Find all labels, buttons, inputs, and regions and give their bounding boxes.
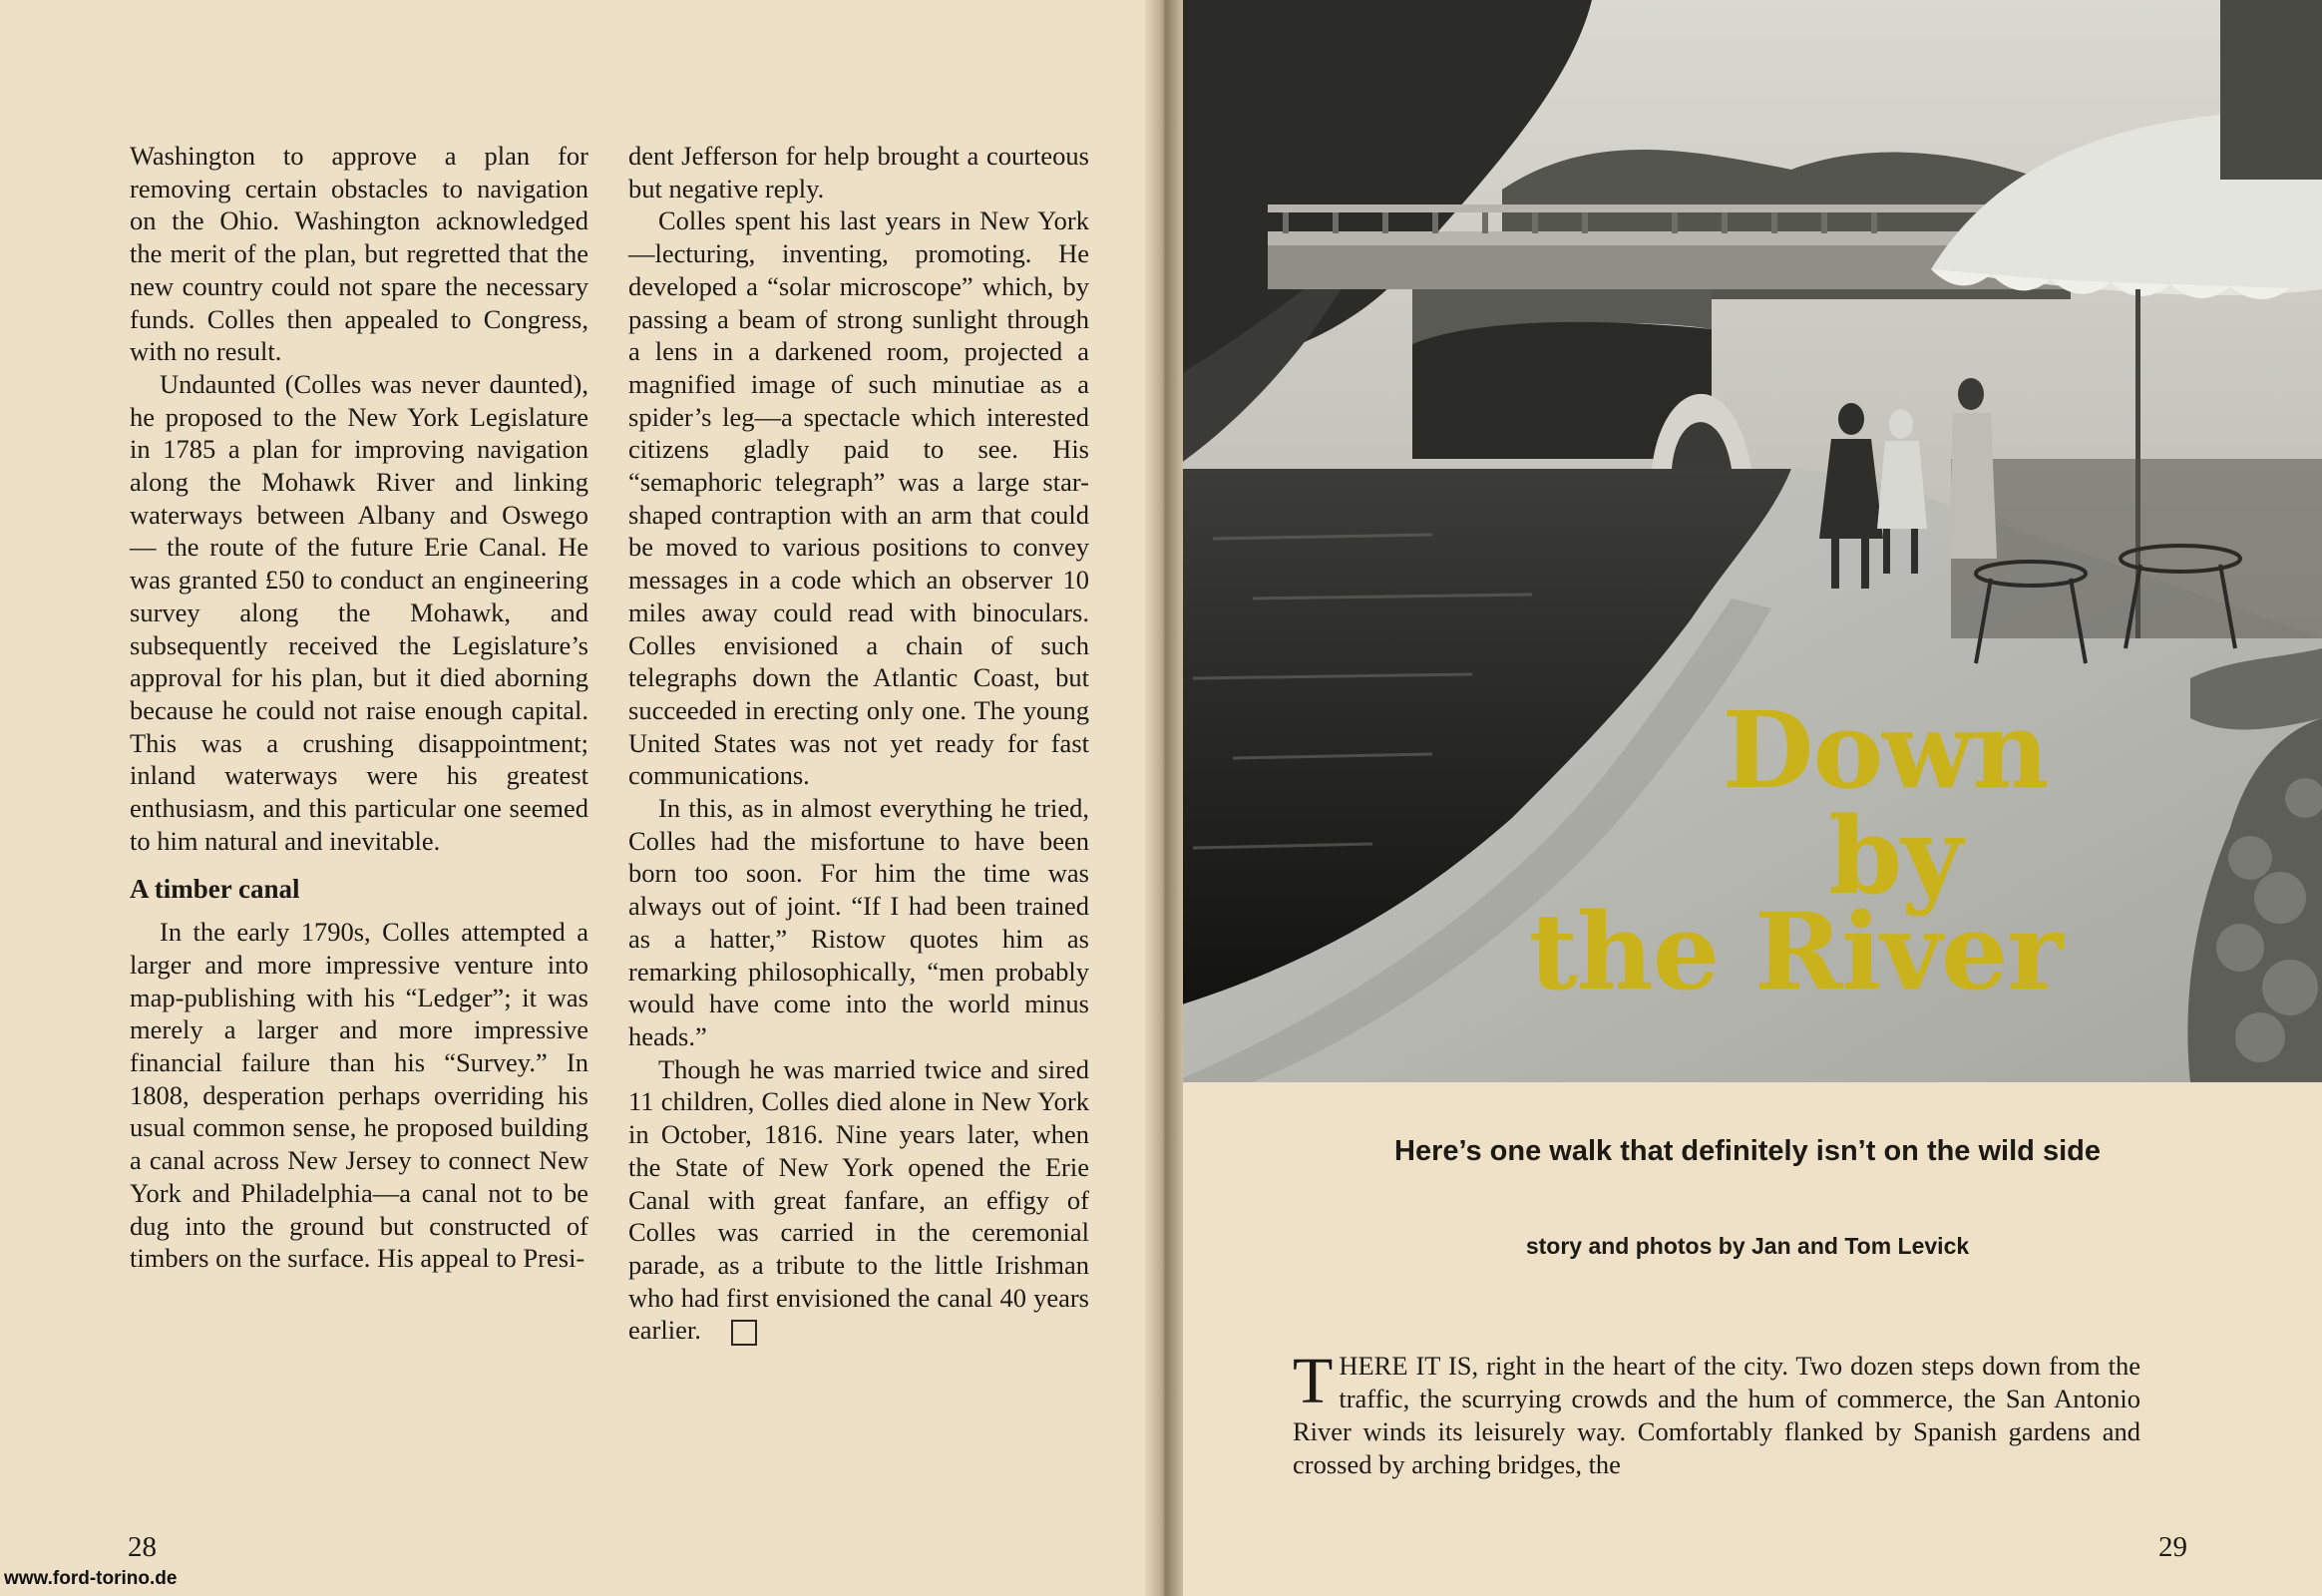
lead-small-caps: HERE IT IS, [1339, 1351, 1479, 1381]
left-column-2 [628, 140, 1089, 1347]
left-column-1 [130, 140, 588, 1275]
lead-text: right in the heart of the city. Two dozen steps down from the traffic, the scurrying crowds and the hum of commerce, the San Antonio River winds its leisurely way. Comfortably flanked by Spanish gardens and crossed by arching bridges, the [1293, 1351, 2140, 1479]
book-gutter [1145, 0, 1183, 1596]
section-subhead: A timber canal [130, 874, 300, 905]
page-number-left: 28 [128, 1531, 157, 1563]
paragraph: Undaunted (Colles was never daunted), he proposed to the New York Legislature in 1785 a plan for improving navigation along the Mohawk River and linking waterways between Albany and Oswego — the route of the future Erie Canal. He was granted £50 to conduct an engineering survey along the Mohawk, and subsequently received the Legislature’s approval for his plan, but it died aborning because he could not raise enough capital. This was a crushing disappointment; inland waterways were his greatest enthusiasm, and this particular one seemed to him natural and inevitable. [130, 368, 588, 856]
lead-paragraph [1293, 1345, 2140, 1481]
left-page [0, 0, 1157, 1596]
article-tagline: Here’s one walk that definitely isn’t on the wild side [1394, 1135, 2101, 1167]
article-byline: story and photos by Jan and Tom Levick [1525, 1233, 1970, 1259]
paragraph: Washington to approve a plan for removing certain obstacles to navigation on the Ohio. Washington acknowledged the merit of the plan, but regretted that the new country could not spare the necessary funds. Colles then appealed to Congress, with no result. [130, 141, 588, 367]
paragraph: In this, as in almost everything he tried, Colles had the misfortune to have been born too soon. For him the time was always out of joint. “If I had been trained as a hatter,” Ristow quotes him as remarking philosophically, “men probably would have come into the world minus heads.” [628, 793, 1089, 1051]
end-mark-icon [731, 1320, 757, 1346]
article-title-line-1: Down [1722, 687, 2049, 812]
drop-cap: T [1293, 1345, 1334, 1417]
paragraph-text: Though he was married twice and sired 11 children, Colles died alone in New York in October, 1816. Nine years later, when the State of New York opened the Erie Canal with great fanfare, an effigy of Colles was carried in the ceremonial parade, as a tribute to the little Irishman who had first envisioned the canal 40 years earlier. [628, 1053, 1089, 1346]
page-number-right: 29 [2158, 1531, 2187, 1563]
watermark: www.ford-torino.de [4, 1568, 178, 1589]
article-title-line-2: by [1828, 793, 1962, 918]
paragraph: dent Jefferson for help brought a courteous but negative reply. [628, 141, 1089, 203]
paragraph: In the early 1790s, Colles attempted a larger and more impressive venture into map-publishing with his “Ledger”; it was merely a larger and more impressive financial failure than his “Survey.” In 1808, desperation perhaps overriding his usual common sense, he proposed building a canal across New Jersey to connect New York and Philadelphia—a canal not to be dug into the ground but constructed of timbers on the surface. His appeal to Presi- [130, 917, 588, 1274]
article-title-line-3: the River [1528, 889, 2063, 1013]
paragraph-last [628, 1053, 1089, 1347]
paragraph: Colles spent his last years in New York—lecturing, inventing, promoting. He developed a “solar microscope” which, by passing a beam of strong sunlight through a lens in a darkened room, projected a magnified image of such minutiae as a spider’s leg—a spectacle which interested citizens gladly paid to see. His “semaphoric telegraph” was a large star-shaped contraption with an arm that could be moved to various positions to convey messages in a code which an observer 10 miles away could read with binoculars. Colles envisioned a chain of such telegraphs down the Atlantic Coast, but succeeded in erecting only one. The young United States was not yet ready for fast communications. [628, 205, 1089, 791]
